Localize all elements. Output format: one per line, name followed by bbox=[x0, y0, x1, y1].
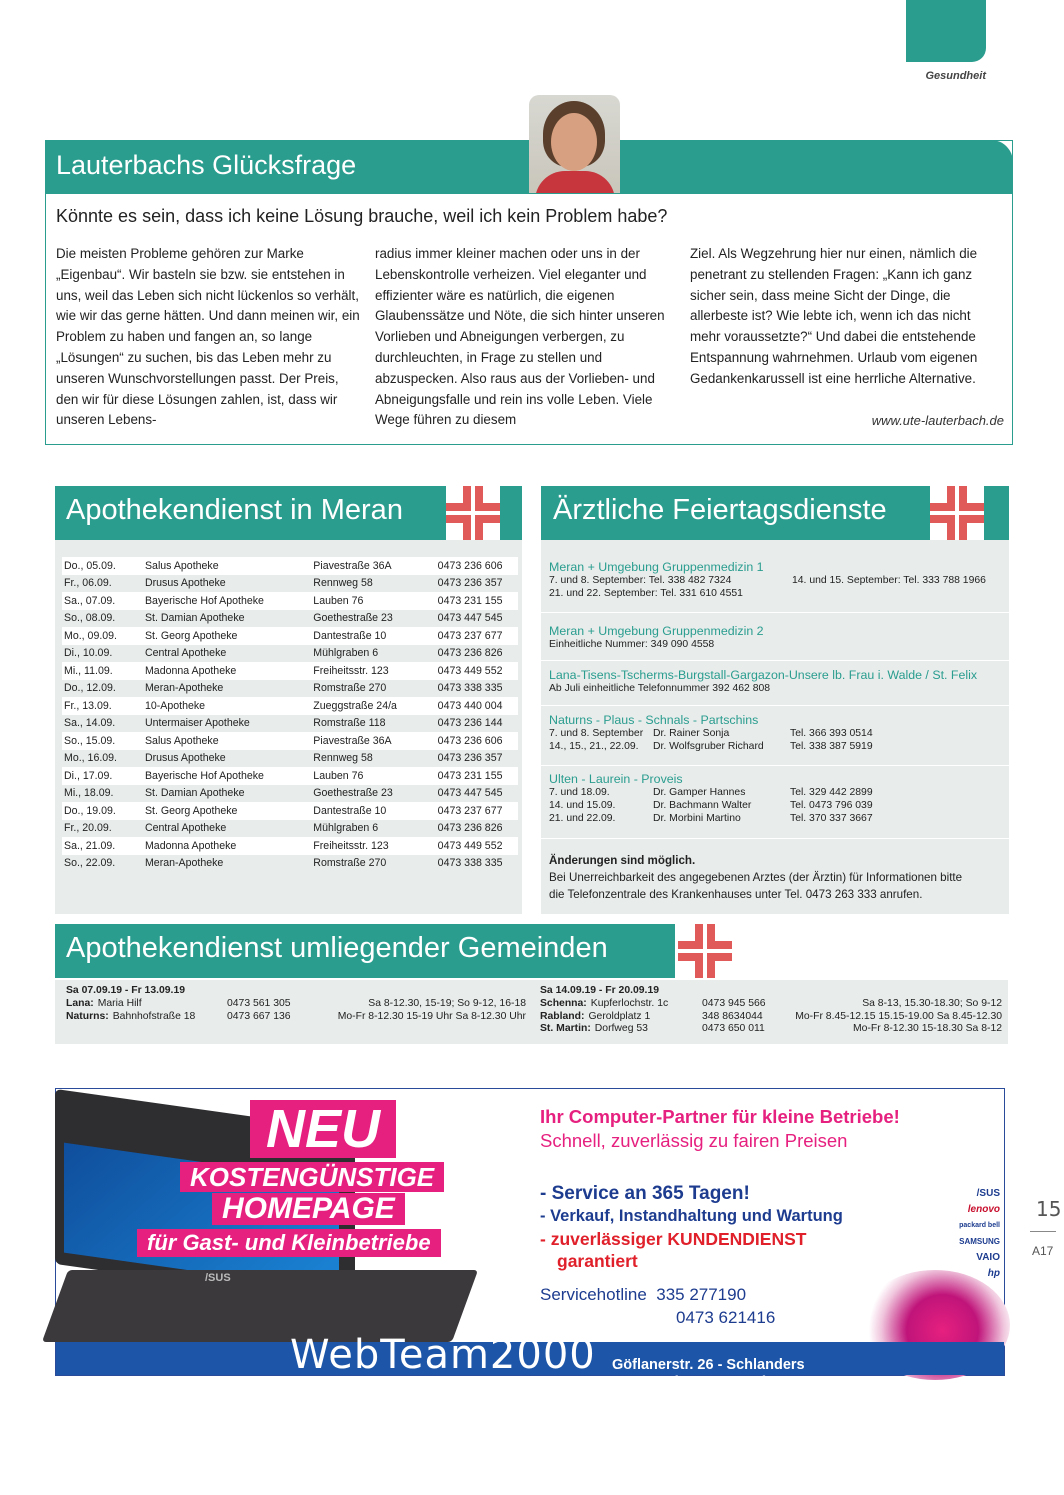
gruppenmedizin-1-line-b: 14. und 15. September: Tel. 333 788 1966 bbox=[792, 575, 986, 586]
divider bbox=[541, 838, 1009, 839]
apotheke-row bbox=[62, 732, 518, 750]
gruppenmedizin-2-line: Einheitliche Nummer: 349 090 4558 bbox=[549, 639, 715, 650]
feiertag-note bbox=[541, 853, 1019, 903]
ad-line-3: für Gast- und Kleinbetriebe bbox=[137, 1229, 441, 1257]
apotheke-address: Rennweg 58 bbox=[311, 575, 435, 593]
feiertag-title: Ärztliche Feiertagsdienste bbox=[553, 494, 887, 526]
apotheke-name: Drusus Apotheke bbox=[143, 750, 311, 768]
note-line-1: Bei Unerreichbarkeit des angegebenen Arztes (der Ärztin) für Informationen bitte bbox=[549, 871, 963, 884]
umliegend-row bbox=[540, 1023, 1002, 1036]
page-code: A17 bbox=[1032, 1244, 1054, 1258]
apotheke-phone: 0473 236 357 bbox=[436, 750, 518, 768]
apotheke-name: Salus Apotheke bbox=[143, 557, 311, 575]
umliegend-row bbox=[66, 1011, 526, 1024]
apotheke-address: Dantestraße 10 bbox=[311, 627, 435, 645]
doctor-date: 14., 15., 21., 22.09. bbox=[549, 741, 639, 752]
company-logo: WebTeam2000 bbox=[290, 1332, 596, 1378]
section-label: Gesundheit bbox=[925, 70, 986, 82]
lenovo-logo: lenovo bbox=[967, 1204, 1000, 1215]
apotheke-row bbox=[62, 785, 518, 803]
umliegend-left-period: Sa 07.09.19 - Fr 13.09.19 bbox=[66, 985, 186, 996]
doctor-phone: Tel. 370 337 3667 bbox=[790, 813, 873, 824]
apotheke-address: Romstraße 270 bbox=[311, 680, 435, 698]
umliegend-row bbox=[540, 1011, 1002, 1024]
hotline-number-1[interactable]: 335 277190 bbox=[656, 1285, 747, 1304]
umliegend-town: Lana: bbox=[66, 998, 94, 1009]
apotheke-phone: 0473 231 155 bbox=[436, 592, 518, 610]
apotheke-row bbox=[62, 820, 518, 838]
doctor-phone: Tel. 0473 796 039 bbox=[790, 800, 873, 811]
umliegend-opening-hours: Sa 8-13, 15.30-18.30; So 9-12 bbox=[862, 998, 1002, 1009]
apotheke-phone: 0473 236 826 bbox=[436, 820, 518, 838]
doctor-row bbox=[549, 727, 1019, 740]
apotheke-date: Di., 17.09. bbox=[62, 767, 143, 785]
umliegend-pharmacy-address: Bahnhofstraße 18 bbox=[112, 1010, 196, 1022]
naturns-group bbox=[541, 713, 1019, 753]
apotheke-date: Mi., 18.09. bbox=[62, 785, 143, 803]
apotheke-row bbox=[62, 575, 518, 593]
gruppenmedizin-2-title: Meran + Umgebung Gruppenmedizin 2 bbox=[549, 624, 764, 638]
apotheke-address: Zueggstraße 24/a bbox=[311, 697, 435, 715]
gruppenmedizin-1-title: Meran + Umgebung Gruppenmedizin 1 bbox=[549, 560, 764, 574]
lana-group bbox=[541, 668, 1019, 695]
naturns-group-title: Naturns - Plaus - Schnals - Partschins bbox=[549, 713, 759, 727]
apotheke-address: Piavestraße 36A bbox=[311, 557, 435, 575]
pharmacy-cross-icon bbox=[446, 486, 500, 540]
apotheke-name: St. Damian Apotheke bbox=[143, 785, 311, 803]
apotheke-phone: 0473 237 677 bbox=[436, 627, 518, 645]
apotheke-phone: 0473 338 335 bbox=[436, 680, 518, 698]
apotheke-address: Freiheitsstr. 123 bbox=[311, 837, 435, 855]
ad-bullet-guaranteed: garantiert bbox=[557, 1251, 638, 1271]
apotheke-date: Mo., 09.09. bbox=[62, 627, 143, 645]
umliegend-pharmacy-address: Maria Hilf bbox=[97, 998, 142, 1009]
ad-bullet-sales: - Verkauf, Instandhaltung und Wartung bbox=[540, 1207, 843, 1225]
gruppenmedizin-1-line-c: 21. und 22. September: Tel. 331 610 4551 bbox=[549, 588, 743, 599]
apotheke-date: Sa., 21.09. bbox=[62, 837, 143, 855]
apotheke-phone: 0473 236 144 bbox=[436, 715, 518, 733]
brand-logos bbox=[940, 1186, 1000, 1282]
doctor-row bbox=[549, 799, 1019, 812]
apotheke-row bbox=[62, 680, 518, 698]
divider bbox=[541, 765, 1009, 766]
umliegend-row bbox=[66, 998, 526, 1011]
samsung-logo: SAMSUNG bbox=[959, 1237, 1000, 1246]
lana-group-line: Ab Juli einheitliche Telefonnummer 392 462 808 bbox=[549, 683, 771, 694]
umliegend-pharmacy-address: Geroldplatz 1 bbox=[588, 1010, 651, 1022]
hotline-number-2[interactable]: 0473 621416 bbox=[676, 1308, 776, 1327]
apotheke-table bbox=[62, 557, 518, 872]
umliegend-pharmacy-phone: 0473 945 566 bbox=[702, 998, 766, 1009]
apotheke-title: Apothekendienst in Meran bbox=[66, 494, 403, 526]
apotheke-address: Romstraße 270 bbox=[311, 855, 435, 873]
apotheke-phone: 0473 440 004 bbox=[436, 697, 518, 715]
umliegend-pharmacy-address: Dorfweg 53 bbox=[594, 1023, 648, 1034]
doctor-row bbox=[549, 786, 1019, 799]
apotheke-row bbox=[62, 715, 518, 733]
apotheke-phone: 0473 236 606 bbox=[436, 557, 518, 575]
doctor-date: 7. und 18.09. bbox=[549, 787, 610, 798]
apotheke-name: St. Georg Apotheke bbox=[143, 802, 311, 820]
divider bbox=[541, 612, 1009, 613]
doctor-name: Dr. Morbini Martino bbox=[653, 813, 741, 824]
apotheke-name: Bayerische Hof Apotheke bbox=[143, 767, 311, 785]
apotheke-name: St. Georg Apotheke bbox=[143, 627, 311, 645]
company-contact bbox=[612, 1356, 805, 1392]
umliegend-town: Rabland: bbox=[540, 1010, 585, 1022]
umliegend-pharmacy-address: Kupferlochstr. 1c bbox=[590, 998, 669, 1009]
apotheke-row bbox=[62, 802, 518, 820]
ulten-group bbox=[541, 772, 1019, 825]
ad-subheadline: Schnell, zuverlässig zu fairen Preisen bbox=[540, 1130, 848, 1151]
apotheke-phone: 0473 449 552 bbox=[436, 662, 518, 680]
company-website-link[interactable]: www.webteam2000.it bbox=[612, 1374, 772, 1391]
umliegend-opening-hours: Mo-Fr 8-12.30 15-19 Uhr Sa 8-12.30 Uhr bbox=[337, 1010, 526, 1022]
apotheke-row bbox=[62, 592, 518, 610]
apotheke-name: Madonna Apotheke bbox=[143, 662, 311, 680]
pharmacy-cross-icon bbox=[678, 924, 732, 978]
apotheke-address: Mühlgraben 6 bbox=[311, 645, 435, 663]
gruppenmedizin-2 bbox=[541, 624, 1019, 651]
apotheke-address: Rennweg 58 bbox=[311, 750, 435, 768]
gluecks-column-2: radius immer kleiner machen oder uns in der Lebenskontrolle verheizen. Viel eleganter und effizienter wäre es natürlich, die eigenen Glaubenssätze und Nöte, die sich hinter unseren Vorlieben und Abneigungen verbergen, zu durchleuchten, in Frage zu stellen und abzuspecken. Also raus aus der Vorlieben- und Abneigungsfalle und rein ins volle Leben. Viele Wege führen zu diesem bbox=[375, 246, 665, 428]
apotheke-date: Di., 10.09. bbox=[62, 645, 143, 663]
apotheke-address: Piavestraße 36A bbox=[311, 732, 435, 750]
gluecks-column-1: Die meisten Probleme gehören zur Marke „Eigenbau“. Wir basteln sie bzw. sie entstehen in uns, weil das Leben sich nicht lückenlos so verhält, wie wir das gerne hätten. Und dann meinen wir, ein Problem zu haben und fangen an, so lange „Lösungen“ zu suchen, bis das Leben mehr zu unseren Wunschvorstellungen passt. Der Preis, den wir für diese Lösungen zahlen, ist, dass wir unseren Lebens- bbox=[56, 246, 360, 428]
apotheke-name: Central Apotheke bbox=[143, 645, 311, 663]
apotheke-row bbox=[62, 855, 518, 873]
section-tab bbox=[906, 0, 986, 62]
apotheke-name: Meran-Apotheke bbox=[143, 680, 311, 698]
asus-logo: /SUS bbox=[976, 1188, 1000, 1199]
vaio-logo: VAIO bbox=[976, 1252, 1000, 1263]
apotheke-date: Fr., 13.09. bbox=[62, 697, 143, 715]
apotheke-row bbox=[62, 697, 518, 715]
ad-neu: NEU bbox=[250, 1100, 396, 1158]
umliegend-town: Naturns: bbox=[66, 1010, 109, 1022]
apotheke-name: Bayerische Hof Apotheke bbox=[143, 592, 311, 610]
apotheke-row bbox=[62, 557, 518, 575]
doctor-phone: Tel. 366 393 0514 bbox=[790, 728, 873, 739]
company-address: Göflanerstr. 26 - Schlanders bbox=[612, 1357, 805, 1373]
apotheke-address: Dantestraße 10 bbox=[311, 802, 435, 820]
apotheke-name: Salus Apotheke bbox=[143, 732, 311, 750]
apotheke-date: Do., 12.09. bbox=[62, 680, 143, 698]
apotheke-address: Mühlgraben 6 bbox=[311, 820, 435, 838]
apotheke-name: Central Apotheke bbox=[143, 820, 311, 838]
ad-headline: Ihr Computer-Partner für kleine Betriebe! bbox=[540, 1106, 900, 1127]
divider bbox=[541, 660, 1009, 661]
hp-logo: hp bbox=[987, 1268, 1000, 1279]
apotheke-address: Goethestraße 23 bbox=[311, 785, 435, 803]
umliegend-right-period: Sa 14.09.19 - Fr 20.09.19 bbox=[540, 985, 660, 996]
medical-cross-icon bbox=[930, 486, 984, 540]
umliegend-title: Apothekendienst umliegender Gemeinden bbox=[66, 932, 608, 964]
apotheke-row bbox=[62, 837, 518, 855]
apotheke-phone: 0473 236 826 bbox=[436, 645, 518, 663]
apotheke-address: Romstraße 118 bbox=[311, 715, 435, 733]
divider bbox=[541, 705, 1009, 706]
doctor-phone: Tel. 338 387 5919 bbox=[790, 741, 873, 752]
apotheke-name: Meran-Apotheke bbox=[143, 855, 311, 873]
apotheke-row bbox=[62, 645, 518, 663]
umliegend-opening-hours: Mo-Fr 8.45-12.15 15.15-19.00 Sa 8.45-12.30 bbox=[795, 1010, 1002, 1022]
umliegend-town: St. Martin: bbox=[540, 1023, 591, 1034]
apotheke-row bbox=[62, 662, 518, 680]
umliegend-row bbox=[540, 998, 1002, 1011]
apotheke-name: 10-Apotheke bbox=[143, 697, 311, 715]
packard-bell-logo: packard bell bbox=[959, 1222, 1000, 1229]
apotheke-address: Lauben 76 bbox=[311, 592, 435, 610]
doctor-date: 7. und 8. September bbox=[549, 728, 644, 739]
apotheke-phone: 0473 338 335 bbox=[436, 855, 518, 873]
ad-bullet-support-b: KUNDENDIENST bbox=[667, 1229, 807, 1249]
gruppenmedizin-1-line-a: 7. und 8. September: Tel. 338 482 7324 bbox=[549, 575, 732, 586]
umliegend-opening-hours: Mo-Fr 8-12.30 15-18.30 Sa 8-12 bbox=[852, 1023, 1002, 1034]
gluecks-title: Lauterbachs Glücksfrage bbox=[56, 150, 357, 180]
hotline-label: Servicehotline bbox=[540, 1285, 647, 1304]
apotheke-address: Lauben 76 bbox=[311, 767, 435, 785]
apotheke-date: Do., 05.09. bbox=[62, 557, 143, 575]
doctor-date: 21. und 22.09. bbox=[549, 813, 616, 824]
doctor-date: 14. und 15.09. bbox=[549, 800, 616, 811]
apotheke-phone: 0473 236 357 bbox=[436, 575, 518, 593]
doctor-name: Dr. Bachmann Walter bbox=[653, 800, 752, 811]
apotheke-name: St. Damian Apotheke bbox=[143, 610, 311, 628]
ad-bullet-support-a: - zuverlässiger bbox=[540, 1229, 668, 1249]
apotheke-name: Drusus Apotheke bbox=[143, 575, 311, 593]
apotheke-date: Do., 19.09. bbox=[62, 802, 143, 820]
note-title: Änderungen sind möglich. bbox=[549, 854, 696, 867]
apotheke-phone: 0473 231 155 bbox=[436, 767, 518, 785]
apotheke-address: Freiheitsstr. 123 bbox=[311, 662, 435, 680]
gluecks-question: Könnte es sein, dass ich keine Lösung brauche, weil ich kein Problem habe? bbox=[56, 206, 668, 226]
doctor-row bbox=[549, 740, 1019, 753]
page-number-divider bbox=[1030, 1231, 1056, 1232]
ad-line-2: HOMEPAGE bbox=[212, 1193, 405, 1225]
ad-bullet-support bbox=[540, 1229, 806, 1250]
author-website-link[interactable]: www.ute-lauterbach.de bbox=[871, 413, 1004, 428]
apotheke-address: Goethestraße 23 bbox=[311, 610, 435, 628]
feiertag-panel bbox=[541, 486, 1009, 914]
apotheke-date: Mi., 11.09. bbox=[62, 662, 143, 680]
apotheke-date: Sa., 07.09. bbox=[62, 592, 143, 610]
doctor-name: Dr. Rainer Sonja bbox=[653, 728, 730, 739]
gruppenmedizin-1 bbox=[541, 560, 1011, 600]
doctor-name: Dr. Gamper Hannes bbox=[653, 787, 746, 798]
apotheke-phone: 0473 449 552 bbox=[436, 837, 518, 855]
umliegend-opening-hours: Sa 8-12.30, 15-19; So 9-12, 16-18 bbox=[368, 998, 526, 1009]
apotheke-phone: 0473 236 606 bbox=[436, 732, 518, 750]
umliegend-pharmacy-phone: 0473 650 011 bbox=[702, 1023, 765, 1034]
ad-hotline bbox=[540, 1285, 746, 1305]
doctor-row bbox=[549, 812, 1019, 825]
ulten-group-title: Ulten - Laurein - Proveis bbox=[549, 772, 683, 786]
umliegend-town: Schenna: bbox=[540, 998, 587, 1009]
laptop-brand-logo: /SUS bbox=[205, 1272, 231, 1284]
apotheke-row bbox=[62, 627, 518, 645]
author-portrait bbox=[529, 95, 620, 193]
apotheke-phone: 0473 447 545 bbox=[436, 610, 518, 628]
apotheke-date: So., 08.09. bbox=[62, 610, 143, 628]
apotheke-phone: 0473 447 545 bbox=[436, 785, 518, 803]
apotheke-date: So., 15.09. bbox=[62, 732, 143, 750]
umliegend-pharmacy-phone: 348 8634044 bbox=[702, 1010, 763, 1022]
apotheke-date: Sa., 14.09. bbox=[62, 715, 143, 733]
page-number: 15 bbox=[1036, 1197, 1062, 1221]
umliegend-pharmacy-phone: 0473 561 305 bbox=[227, 998, 291, 1009]
doctor-phone: Tel. 329 442 2899 bbox=[790, 787, 873, 798]
ad-bullet-service: - Service an 365 Tagen! bbox=[540, 1183, 750, 1204]
ad-line-1: KOSTENGÜNSTIGE bbox=[180, 1162, 444, 1192]
apotheke-date: Mo., 16.09. bbox=[62, 750, 143, 768]
gluecks-column-3: Ziel. Als Wegzehrung hier nur einen, nämlich die penetrant zu stellenden Fragen: „Kann ich ganz sicher sein, dass meine Sicht der Dinge, die allerbeste ist? Wie lebte ich, wenn ich das nicht mehr voraussetzte?“ Und dabei die entstehende Entspannung wahrnehmen. Urlaub vom eigenen Gedankenkarussell ist eine herrliche Alternative. bbox=[690, 246, 978, 386]
apotheke-date: Fr., 06.09. bbox=[62, 575, 143, 593]
apotheke-date: Fr., 20.09. bbox=[62, 820, 143, 838]
apotheke-row bbox=[62, 610, 518, 628]
apotheke-date: So., 22.09. bbox=[62, 855, 143, 873]
apotheke-phone: 0473 237 677 bbox=[436, 802, 518, 820]
apotheke-name: Untermaiser Apotheke bbox=[143, 715, 311, 733]
doctor-name: Dr. Wolfsgruber Richard bbox=[653, 741, 764, 752]
lana-group-title: Lana-Tisens-Tscherms-Burgstall-Gargazon-Unsere lb. Frau i. Walde / St. Felix bbox=[549, 668, 978, 682]
apotheke-row bbox=[62, 767, 518, 785]
note-line-2: die Telefonzentrale des Krankenhauses unter Tel. 0473 263 333 anrufen. bbox=[549, 888, 923, 901]
apotheke-name: Madonna Apotheke bbox=[143, 837, 311, 855]
apotheke-row bbox=[62, 750, 518, 768]
umliegend-pharmacy-phone: 0473 667 136 bbox=[227, 1010, 291, 1022]
